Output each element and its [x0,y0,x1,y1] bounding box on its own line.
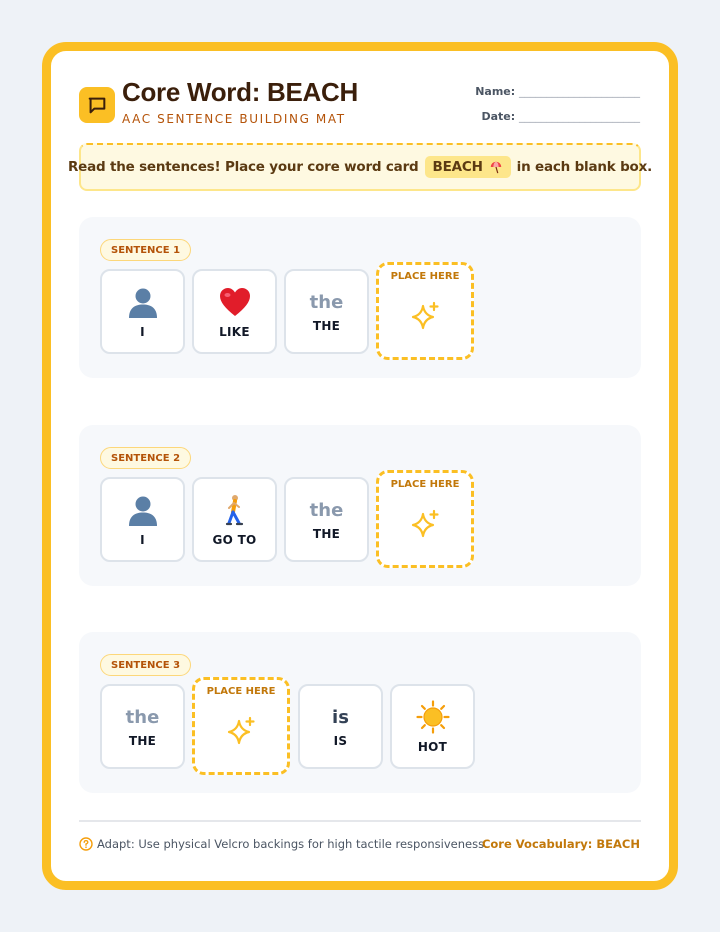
word-card-the[interactable] [100,684,185,769]
word-card-is[interactable] [298,684,383,769]
adaptation-tip-text: Adapt: Use physical Velcro backings for high tactile responsiveness. [97,837,488,851]
adaptation-tip [79,837,488,851]
text-the-symbol: the [309,291,344,313]
page-subtitle: AAC SENTENCE BUILDING MAT [122,112,346,126]
person-silhouette-icon [126,285,160,319]
date-label: Date: [481,110,516,123]
word-card-the[interactable] [284,477,369,562]
date-line: ______________________ [519,110,640,123]
name-field[interactable] [475,85,640,98]
red-heart-icon [219,287,251,317]
place-here-label: PLACE HERE [206,686,276,697]
text-is-symbol: is [332,706,349,728]
page-title: Core Word: BEACH [122,77,358,107]
word-card-label: HOT [417,740,448,754]
question-circle-icon [79,837,93,851]
blank-drop-zone[interactable] [192,677,290,775]
word-card-label: LIKE [219,325,250,339]
sentence-label: SENTENCE 1 [100,239,191,261]
word-card-label: THE [312,527,341,541]
sentence-label: SENTENCE 2 [100,447,191,469]
word-card-label: THE [312,319,341,333]
word-card-label: THE [128,734,157,748]
word-card-label: GO TO [212,533,257,547]
sentence-panel-2 [79,425,641,586]
sparkles-icon [411,301,441,331]
name-line: ______________________ [519,85,640,98]
person-walking-icon [222,494,248,526]
sparkles-icon [227,716,257,746]
blank-drop-zone[interactable] [376,262,474,360]
speech-bubble-icon [86,94,108,116]
sun-icon [416,700,450,734]
core-word-chip-label: BEACH [432,159,483,175]
sparkles-icon [411,509,441,539]
worksheet [42,42,678,890]
sentence-panel-1 [79,217,641,378]
instruction-text-before: Read the sentences! Place your core word card [67,159,419,175]
word-card-i[interactable] [100,477,185,562]
instruction-text-after: in each blank box. [516,159,653,175]
date-field[interactable] [481,110,640,123]
word-card-label: I [140,325,145,339]
word-card-i[interactable] [100,269,185,354]
word-card-go-to[interactable] [192,477,277,562]
text-the-symbol: the [309,499,344,521]
place-here-label: PLACE HERE [390,271,460,282]
word-card-hot[interactable] [390,684,475,769]
instruction-banner [67,143,653,191]
footer-divider [79,820,641,822]
sentence-panel-3 [79,632,641,793]
sentence-label: SENTENCE 3 [100,654,191,676]
logo [79,87,115,123]
name-label: Name: [475,85,516,98]
word-card-the[interactable] [284,269,369,354]
word-card-label: IS [333,734,348,748]
text-the-symbol: the [125,706,160,728]
core-word-chip [425,156,511,178]
blank-drop-zone[interactable] [376,470,474,568]
word-card-label: I [140,533,145,547]
word-card-like[interactable] [192,269,277,354]
person-silhouette-icon [126,493,160,527]
core-vocabulary-note: Core Vocabulary: BEACH [481,837,640,851]
beach-umbrella-icon [489,160,503,174]
place-here-label: PLACE HERE [390,479,460,490]
